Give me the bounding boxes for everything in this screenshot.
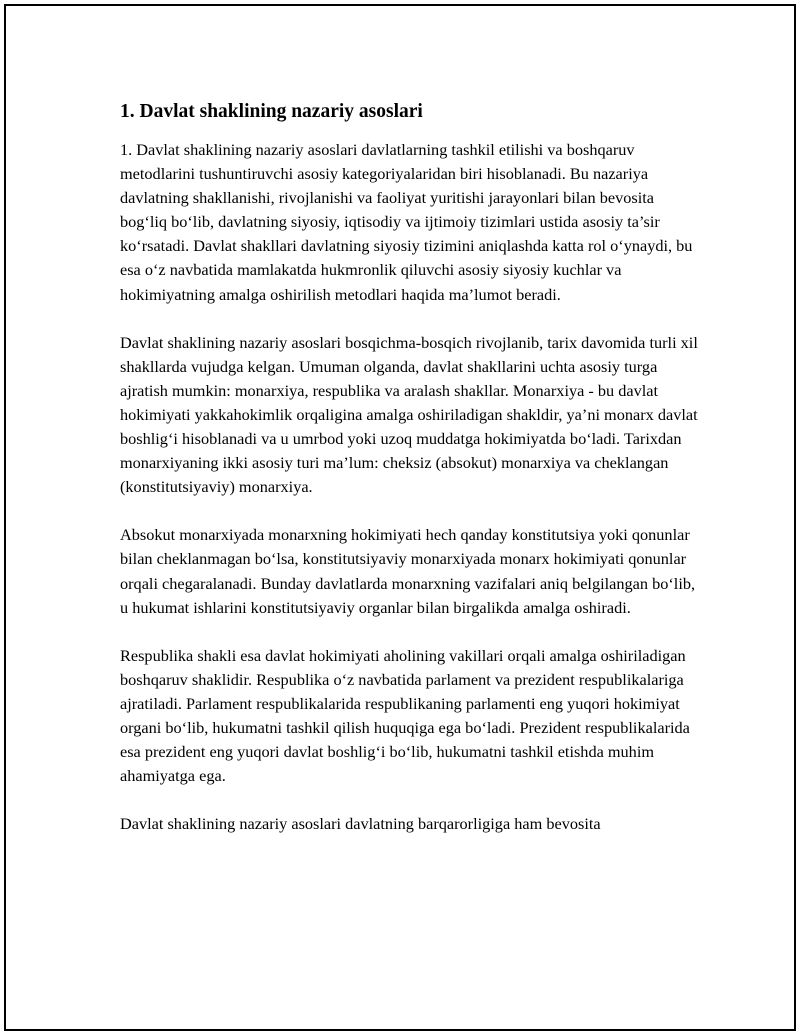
paragraph-4: Respublika shakli esa davlat hokimiyati aholining vakillari orqali amalga oshiriladigan boshqaruv shaklidir. Respublika o‘z navbatida parlament va prezident respublikalariga ajratiladi. Parlament respublikalarida respublikaning parlamenti eng yuqori hokimiyat organi bo‘lib, hukumatni tashkil qilish huquqiga ega bo‘ladi. Prezident respublikalarida esa prezident eng yuqori davlat boshlig‘i bo‘lib, hukumatni tashkil etishda muhim ahamiyatga ega.	[120, 645, 690, 786]
section-heading: 1. Davlat shaklining nazariy asoslari	[120, 101, 423, 122]
page-frame	[4, 4, 796, 1031]
paragraph-5: Davlat shaklining nazariy asoslari davlatning barqarorligiga ham bevosita	[120, 814, 601, 834]
paragraph-3: Absokut monarxiyada monarxning hokimiyati hech qanday konstitutsiya yoki qonunlar bilan cheklanmagan bo‘lsa, konstitutsiyaviy monarxiyada monarx hokimiyati qonunlar orqali chegaralanadi. Bunday davlatlarda monarxning vazifalari aniq belgilangan bo‘lib, u hukumat ishlarini konstitutsiyaviy organlar bilan birgalikda amalga oshiradi.	[120, 525, 696, 617]
document-body	[120, 98, 700, 860]
paragraph-2: Davlat shaklining nazariy asoslari bosqichma-bosqich rivojlanib, tarix davomida turli xil shakllarda vujudga kelgan. Umuman olganda, davlat shakllarini uchta asosiy turga ajratish mumkin: monarxiya, respublika va aralash shakllar. Monarxiya - bu davlat hokimiyati yakkahokimlik orqaligina amalga oshiriladigan shakldir, ya’ni monarx davlat boshlig‘i hisoblanadi va u umrbod yoki uzoq muddatga hokimiyatda bo‘ladi. Tarixdan monarxiyaning ikki asosiy turi ma’lum: cheksiz (absokut) monarxiya va cheklangan (konstitutsiyaviy) monarxiya.	[120, 332, 698, 497]
paragraph-1: 1. Davlat shaklining nazariy asoslari davlatlarning tashkil etilishi va boshqaruv metodlarini tushuntiruvchi asosiy kategoriyalaridan biri hisoblanadi. Bu nazariya davlatning shakllanishi, rivojlanishi va faoliyat yuritishi jarayonlari bilan bevosita bog‘liq bo‘lib, davlatning siyosiy, iqtisodiy va ijtimoiy tizimlari ustida asosiy ta’sir ko‘rsatadi. Davlat shakllari davlatning siyosiy tizimini aniqlashda katta rol o‘ynaydi, bu esa o‘z navbatida mamlakatda hukmronlik qiluvchi asosiy siyosiy kuchlar va hokimiyatning amalga oshirilish metodlari haqida ma’lumot beradi.	[120, 140, 693, 304]
